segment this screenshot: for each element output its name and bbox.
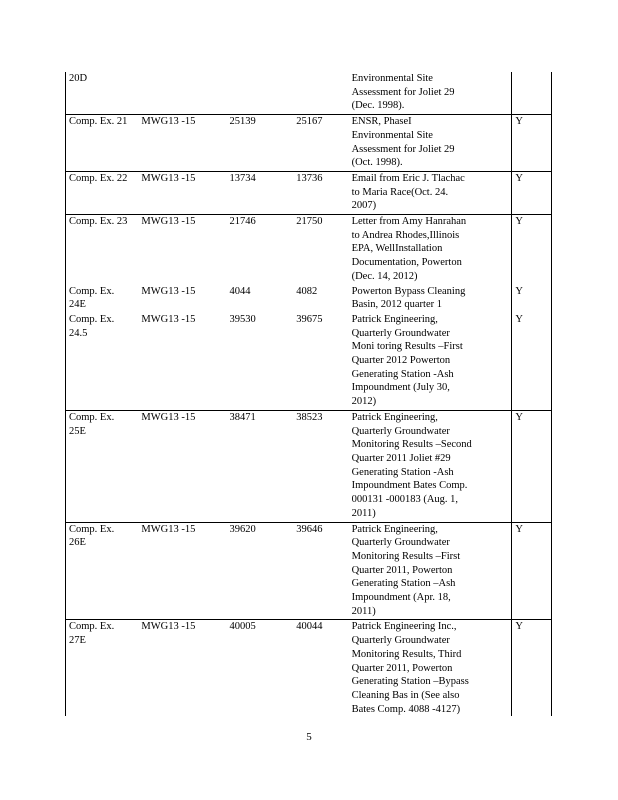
bates-end-cell: 39675 (296, 313, 323, 325)
exhibit-number-cell: Comp. Ex. 25E (66, 410, 139, 522)
bates-end-cell: 4082 (296, 285, 318, 297)
case-number-cell: MWG13 -15 (138, 115, 226, 172)
bates-start-cell: 21746 (227, 215, 294, 285)
exhibit-number-cell: Comp. Ex. 26E (66, 522, 139, 620)
exhibit-number-cell: Comp. Ex. 23 (66, 215, 139, 285)
table-row (66, 313, 552, 410)
flag-cell: Y (512, 313, 552, 410)
bates-end-cell: 21750 (293, 215, 348, 285)
table-row (66, 72, 552, 115)
description-cell: Patrick Engineering, Quarterly Groundwater Moni toring Results –First Quarter 2012 Powerton Generating Station -Ash Impoundment (July 30, 2012) (349, 313, 512, 410)
bates-start-cell: 25139 (227, 115, 294, 172)
bates-end-cell: 25167 (293, 115, 348, 172)
description-cell: Email from Eric J. Tlachac to Maria Race(Oct. 24. 2007) (349, 171, 512, 214)
bates-start-cell: 39620 (227, 522, 294, 620)
description-cell: Environmental Site Assessment for Joliet 29 (Dec. 1998). (349, 72, 512, 115)
flag-cell: Y (512, 115, 552, 172)
description-cell: Patrick Engineering, Quarterly Groundwater Monitoring Results –Second Quarter 2011 Joliet #29 Generating Station -Ash Impoundment Bates Comp. 000131 -000183 (Aug. 1, 2011) (349, 410, 512, 522)
exhibit-table (65, 72, 552, 716)
exhibit-table-body (66, 72, 552, 716)
bates-end-cell: 39646 (293, 522, 348, 620)
bates-end-cell: 38523 (293, 410, 348, 522)
bates-end-cell: 13736 (293, 171, 348, 214)
table-row (66, 522, 552, 620)
exhibit-number-cell: 20D (66, 72, 139, 115)
bates-start-cell: 40005 (227, 620, 294, 716)
description-cell: Powerton Bypass Cleaning Basin, 2012 quarter 1 (349, 285, 512, 313)
case-number-cell: MWG13 -15 (141, 313, 196, 325)
table-row (66, 171, 552, 214)
exhibit-number-cell: Comp. Ex. 27E (66, 620, 139, 716)
table-row (66, 285, 552, 313)
table-row (66, 620, 552, 716)
case-number-cell: MWG13 -15 (141, 285, 196, 297)
case-number-cell: MWG13 -15 (138, 171, 226, 214)
description-cell: ENSR, PhaseI Environmental Site Assessment for Joliet 29 (Oct. 1998). (349, 115, 512, 172)
flag-cell: Y (512, 410, 552, 522)
flag-cell (512, 72, 552, 115)
case-number-cell: MWG13 -15 (138, 410, 226, 522)
flag-cell: Y (512, 620, 552, 716)
flag-cell: Y (512, 285, 552, 313)
flag-cell: Y (512, 171, 552, 214)
table-row (66, 215, 552, 285)
description-cell: Letter from Amy Hanrahan to Andrea Rhodes,Illinois EPA, WellInstallation Documentation, Powerton (Dec. 14, 2012) (349, 215, 512, 285)
case-number-cell (138, 72, 226, 115)
exhibit-number-cell: Comp. Ex. 21 (66, 115, 139, 172)
bates-start-cell: 38471 (227, 410, 294, 522)
bates-end-cell: 40044 (293, 620, 348, 716)
page-number: 5 (306, 731, 312, 743)
bates-start-cell: 13734 (227, 171, 294, 214)
exhibit-number-cell: Comp. Ex. 22 (66, 171, 139, 214)
description-cell: Patrick Engineering, Quarterly Groundwater Monitoring Results –First Quarter 2011, Powerton Generating Station –Ash Impoundment (Apr. 18, 2011) (349, 522, 512, 620)
case-number-cell: MWG13 -15 (138, 215, 226, 285)
exhibit-number-cell: Comp. Ex. 24E (66, 285, 139, 313)
description-cell: Patrick Engineering Inc., Quarterly Groundwater Monitoring Results, Third Quarter 2011, Powerton Generating Station –Bypass Cleaning Bas in (See also Bates Comp. 4088 -4127) (349, 620, 512, 716)
bates-start-cell (227, 72, 294, 115)
table-row (66, 410, 552, 522)
bates-start-cell: 39530 (229, 313, 256, 325)
flag-cell: Y (512, 215, 552, 285)
case-number-cell: MWG13 -15 (138, 522, 226, 620)
table-row (66, 115, 552, 172)
flag-cell: Y (512, 522, 552, 620)
bates-end-cell (293, 72, 348, 115)
case-number-cell: MWG13 -15 (138, 620, 226, 716)
bates-start-cell: 4044 (229, 285, 251, 297)
exhibit-number-cell: Comp. Ex. 24.5 (66, 313, 139, 410)
